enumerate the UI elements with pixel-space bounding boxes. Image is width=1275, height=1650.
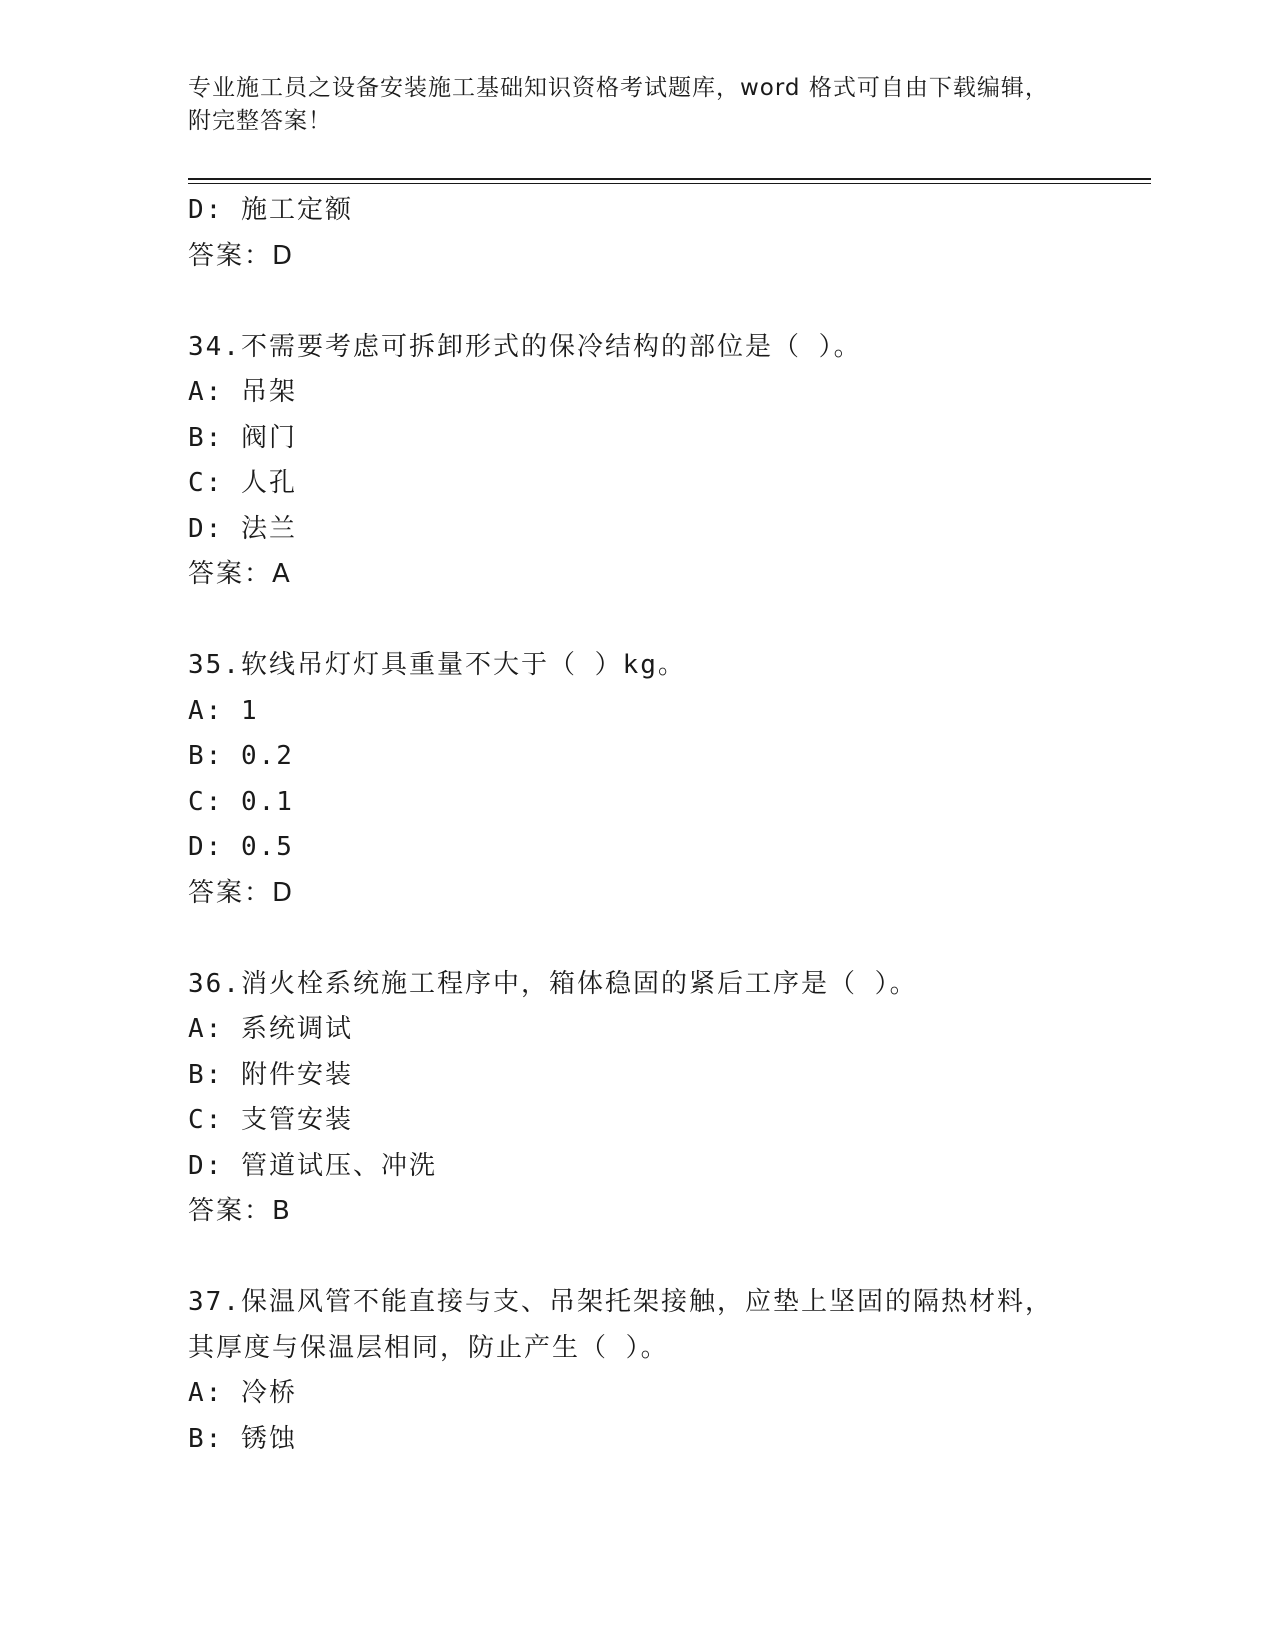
spacer [188,279,1148,325]
option-c: C: 0.1 [188,786,294,817]
option-b: B: 锈蚀 [188,1423,297,1454]
question-stem-line-1: 37.保温风管不能直接与支、吊架托架接触，应垫上坚固的隔热材料， [188,1287,1053,1317]
question-stem: 34.不需要考虑可拆卸形式的保冷结构的部位是（ ）。 [188,331,862,362]
option-d: D: 管道试压、冲洗 [188,1150,437,1181]
option-d: D: 施工定额 [188,195,353,225]
question-list [188,188,1148,1462]
option-b: B: 阀门 [188,422,297,453]
option-b: B: 附件安装 [188,1059,353,1090]
option-a: A: 系统调试 [188,1014,353,1044]
option-c: C: 人孔 [188,468,297,498]
answer: 答案：D [188,240,295,271]
header-line-1: 专业施工员之设备安装施工基础知识资格考试题库，word 格式可自由下载编辑， [188,75,1049,101]
header-divider-thin [188,183,1151,184]
spacer [188,1235,1148,1281]
header-line-2: 附完整答案！ [188,108,332,134]
document-header [188,72,1088,138]
spacer [188,598,1148,644]
answer: 答案：B [188,1196,292,1226]
option-b: B: 0.2 [188,741,294,771]
option-d: D: 法兰 [188,513,297,544]
question-34 [188,325,1148,598]
option-a: A: 1 [188,695,259,726]
answer: 答案：D [188,877,295,908]
option-a: A: 吊架 [188,377,297,407]
header-divider-thick [188,178,1151,180]
spacer [188,916,1148,962]
question-stem: 36.消火栓系统施工程序中，箱体稳固的紧后工序是（ ）。 [188,968,918,999]
question-35 [188,643,1148,916]
question-stem-line-2: 其厚度与保温层相同，防止产生（ ）。 [188,1332,669,1363]
answer: 答案：A [188,559,292,589]
option-c: C: 支管安装 [188,1105,353,1135]
question-stem: 35.软线吊灯灯具重量不大于（ ）kg。 [188,650,686,680]
option-a: A: 冷桥 [188,1378,297,1408]
option-d: D: 0.5 [188,832,294,862]
question-37 [188,1280,1148,1462]
question-36 [188,962,1148,1235]
question-33-tail [188,188,1148,279]
